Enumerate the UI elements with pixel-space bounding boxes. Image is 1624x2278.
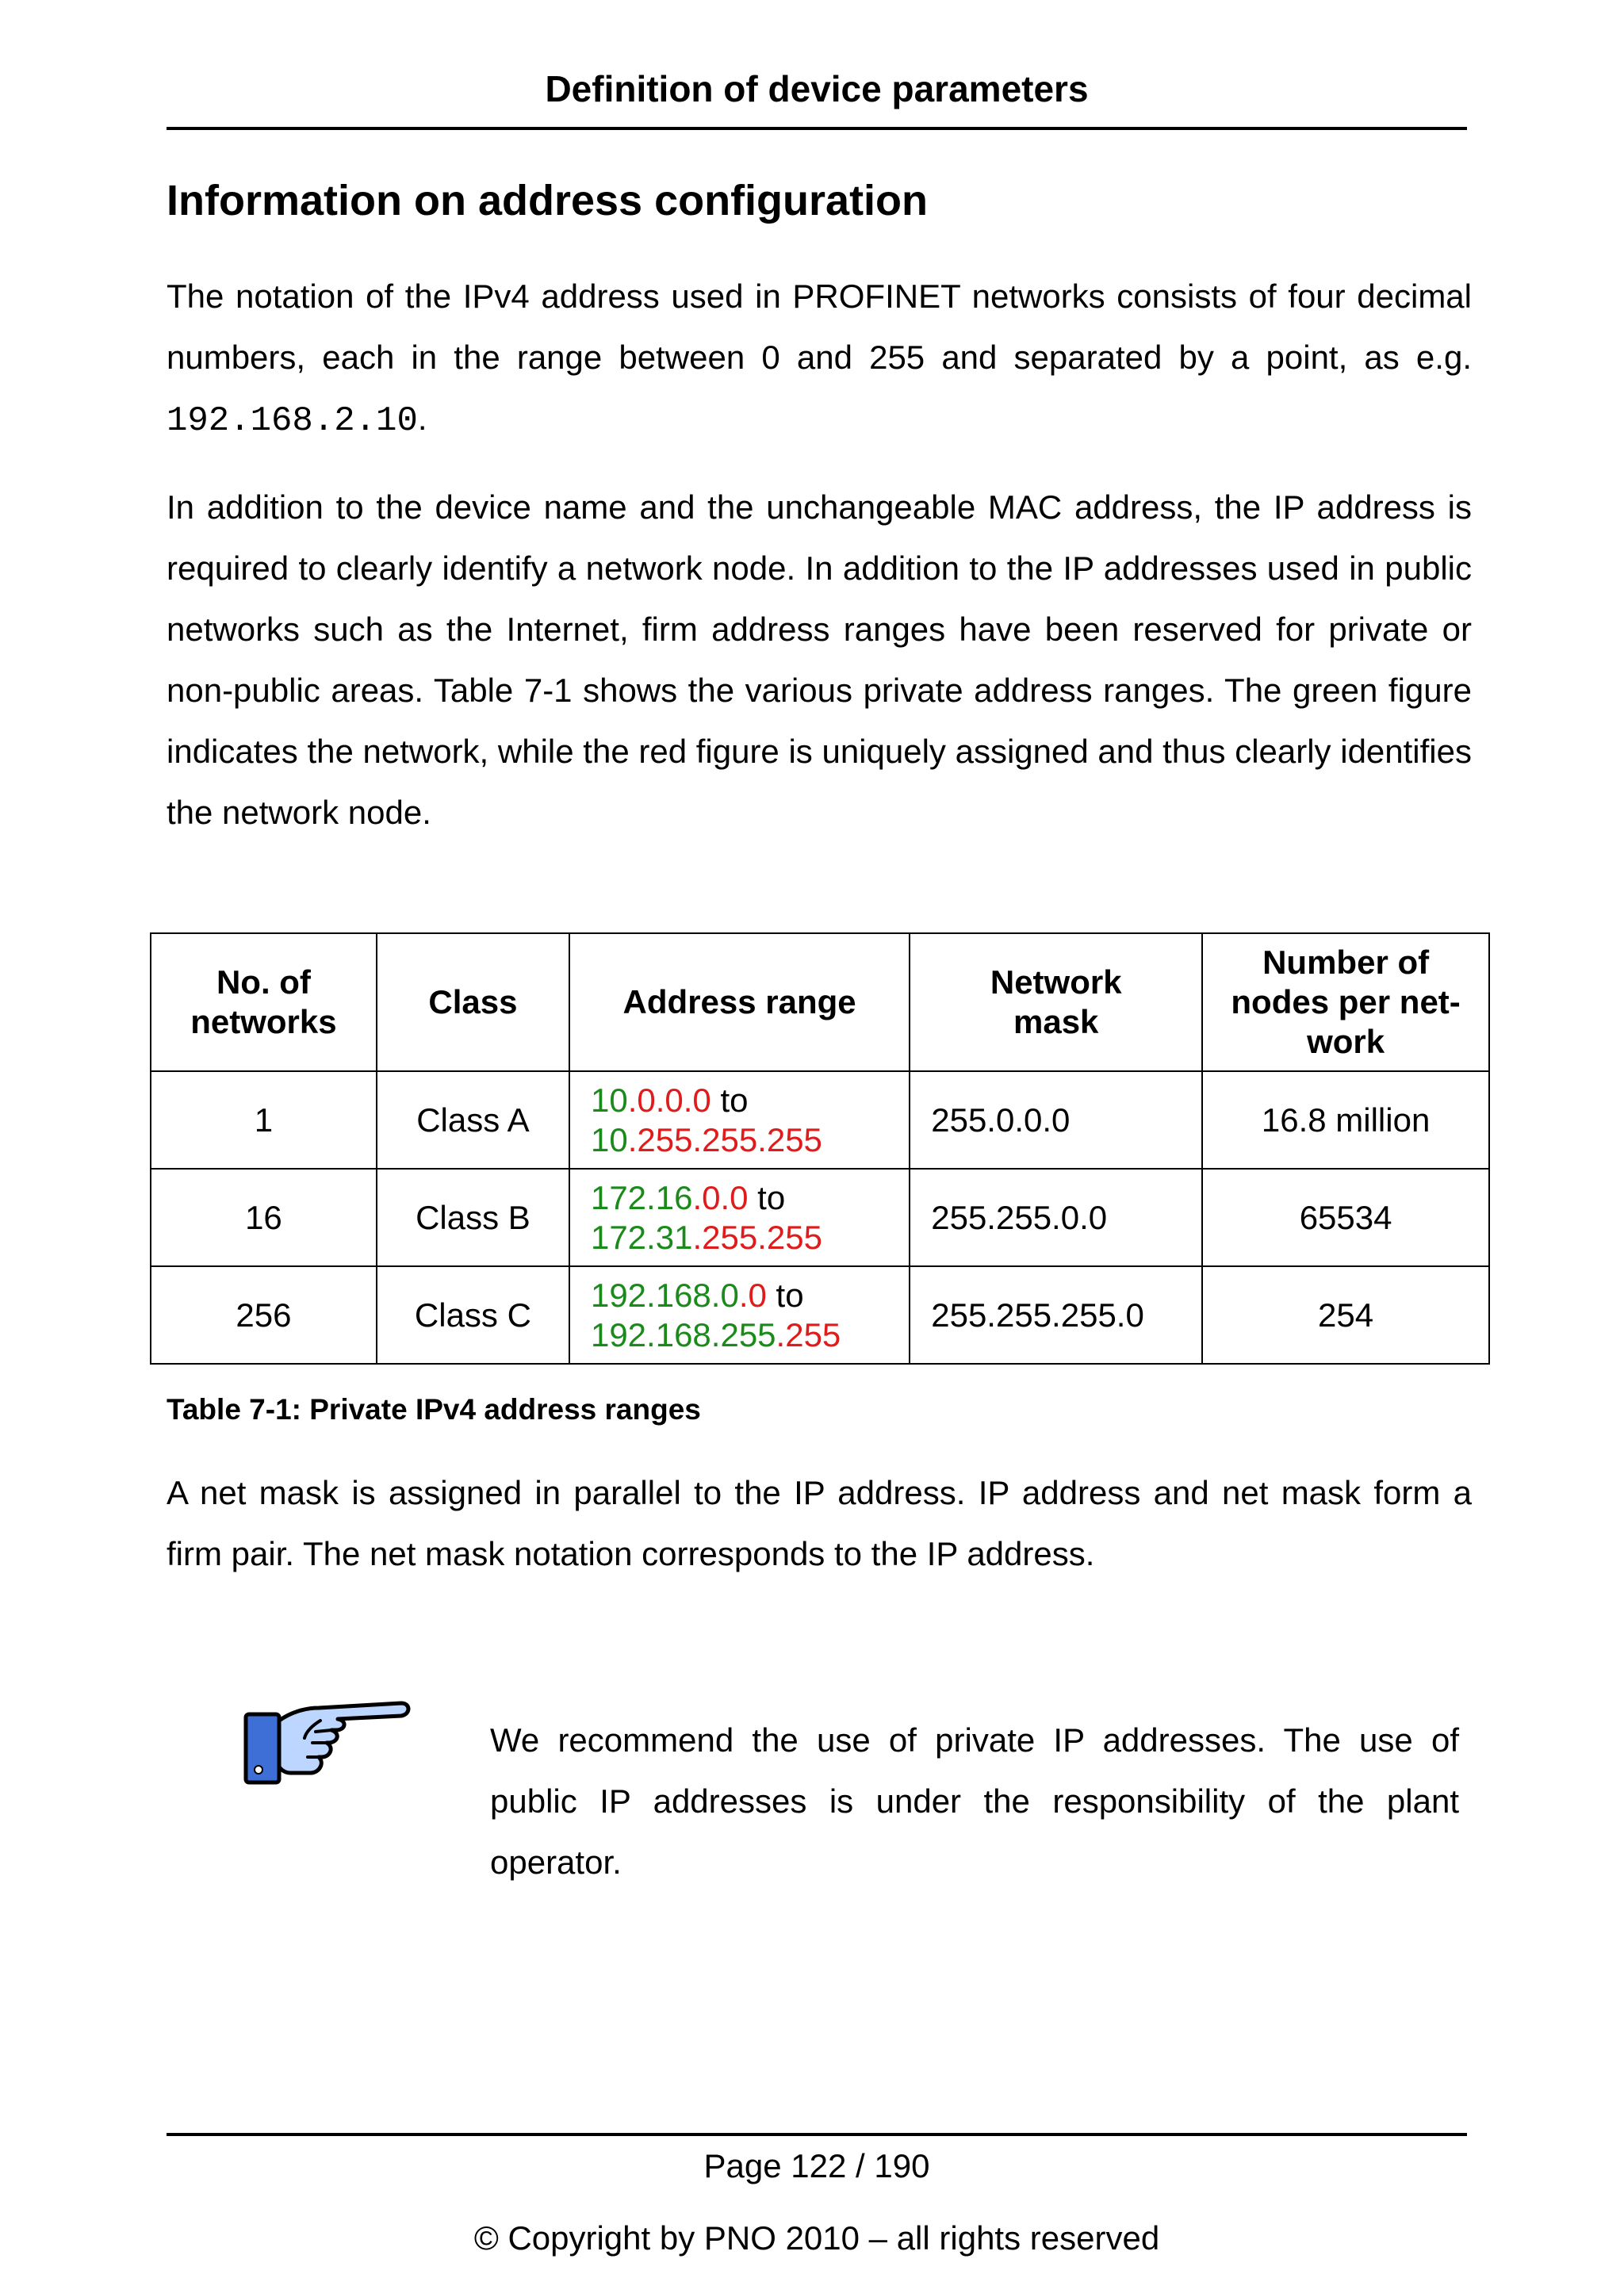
cell-nodes: 16.8 million: [1202, 1071, 1489, 1169]
ip-example: 192.168.2.10: [167, 401, 418, 441]
paragraph-net-mask: A net mask is assigned in parallel to the IP address. IP address and net mask form a firm pair. The net mask notation corresponds to the IP address.: [167, 1474, 1472, 1572]
cell-network-mask: 255.255.255.0: [910, 1266, 1202, 1364]
cell-networks: 256: [151, 1266, 377, 1364]
cell-class: Class C: [377, 1266, 569, 1364]
table-row: [151, 1071, 1489, 1169]
paragraph-address-ranges: In addition to the device name and the unchangeable MAC address, the IP address is required to clearly identify a network node. In addition to the IP addresses used in public networks such as the Internet, firm address ranges have been reserved for private or non-public areas. Table 7-1 shows the various private address ranges. The green figure indicates the network, while the red figure is uniquely assigned and thus clearly identifies the network node.: [167, 488, 1472, 831]
cell-address-range: 192.168.0.0 to 192.168.255.255: [569, 1266, 910, 1364]
table-row: [151, 1266, 1489, 1364]
table-row: [151, 1169, 1489, 1266]
cell-networks: 1: [151, 1071, 377, 1169]
paragraph-text: The notation of the IPv4 address used in PROFINET networks consists of four decimal numbers, each in the range between 0 and 255 and separated by a point, as e.g.: [167, 278, 1472, 376]
header-network-mask: Network mask: [910, 933, 1202, 1071]
header-class: Class: [377, 933, 569, 1071]
pointing-hand-icon: [243, 1690, 414, 1786]
footer-rule: [167, 2133, 1467, 2136]
note-text: We recommend the use of private IP addresses. The use of public IP addresses is under the responsibility of the plant operator.: [490, 1721, 1459, 1881]
page-number: Page 122 / 190: [703, 2147, 930, 2184]
section-title: Information on address configuration: [167, 177, 929, 224]
cell-nodes: 65534: [1202, 1169, 1489, 1266]
cell-class: Class B: [377, 1169, 569, 1266]
cell-networks: 16: [151, 1169, 377, 1266]
header-rule: [167, 127, 1467, 130]
copyright-notice: © Copyright by PNO 2010 – all rights reserved: [473, 2219, 1160, 2257]
header-address-range: Address range: [569, 933, 910, 1071]
paragraph-ipv4-notation: [167, 266, 1472, 452]
cell-address-range: 10.0.0.0 to 10.255.255.255: [569, 1071, 910, 1169]
cell-network-mask: 255.0.0.0: [910, 1071, 1202, 1169]
header-nodes-per-network: Number of nodes per net- work: [1202, 933, 1489, 1071]
cell-network-mask: 255.255.0.0: [910, 1169, 1202, 1266]
cell-address-range: 172.16.0.0 to 172.31.255.255: [569, 1169, 910, 1266]
table-header-row: [151, 933, 1489, 1071]
running-header: Definition of device parameters: [545, 68, 1089, 109]
address-range-table: [150, 932, 1490, 1365]
cell-class: Class A: [377, 1071, 569, 1169]
table-caption: Table 7-1: Private IPv4 address ranges: [167, 1393, 701, 1426]
header-no-of-networks: No. of networks: [151, 933, 377, 1071]
cell-nodes: 254: [1202, 1266, 1489, 1364]
paragraph-end: .: [417, 400, 427, 437]
